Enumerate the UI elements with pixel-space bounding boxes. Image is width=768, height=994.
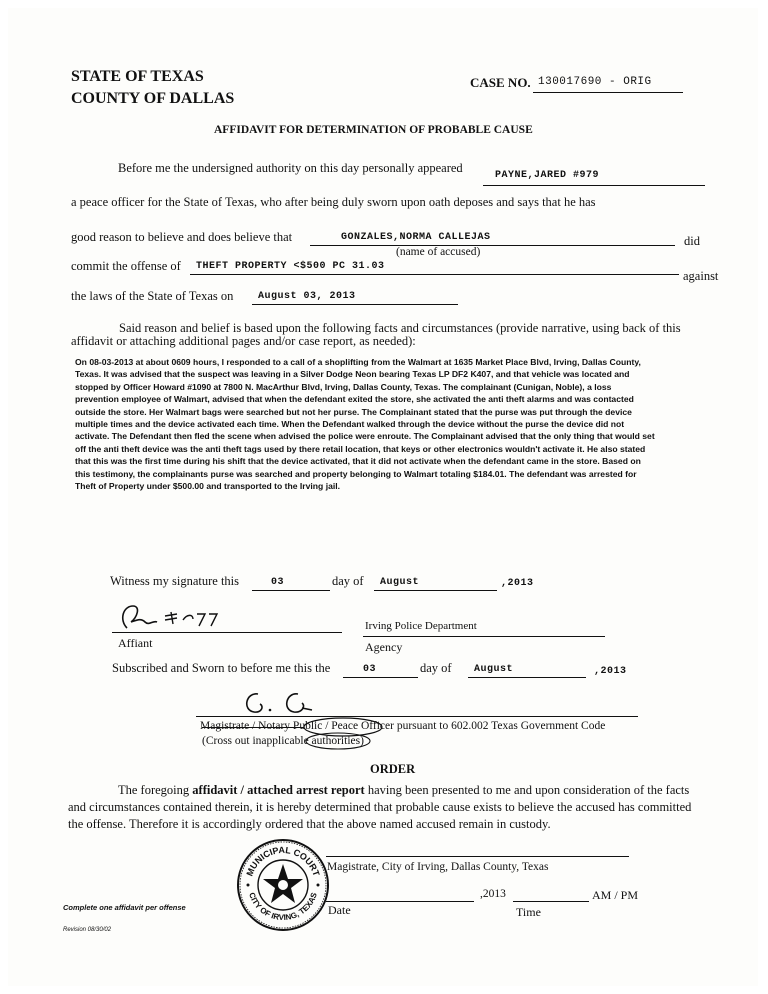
witness-day: 03 bbox=[271, 577, 285, 588]
witness-day-line bbox=[252, 590, 330, 591]
magistrate-caption: (Cross out inapplicable authorities) bbox=[202, 735, 364, 747]
authorities-circle bbox=[304, 730, 372, 752]
intro-line-2: a peace officer for the State of Texas, who after being duly sworn upon oath deposes and says that he has bbox=[71, 195, 596, 209]
sworn-day-line bbox=[343, 677, 418, 678]
agency-value: Irving Police Department bbox=[365, 620, 477, 632]
order-text-start: The foregoing bbox=[118, 783, 193, 797]
strike-magistrate-notary bbox=[202, 727, 304, 728]
against-label: against bbox=[683, 269, 719, 283]
witness-month-line bbox=[374, 590, 497, 591]
municipal-court-seal bbox=[236, 838, 330, 932]
footer-note: Complete one affidavit per offense bbox=[63, 903, 186, 912]
magistrate-signature-line bbox=[196, 716, 638, 717]
offense-value: THEFT PROPERTY <$500 PC 31.03 bbox=[196, 261, 385, 272]
seal-bottom-text: CITY OF IRVING, TEXAS bbox=[247, 891, 319, 923]
intro-line-4: commit the offense of bbox=[71, 259, 181, 273]
offense-date: August 03, 2013 bbox=[258, 291, 356, 302]
magistrate-city-line bbox=[326, 856, 629, 857]
witness-year: ,2013 bbox=[501, 578, 534, 589]
sworn-label: Subscribed and Sworn to before me this the bbox=[112, 661, 331, 675]
did-label: did bbox=[684, 234, 700, 248]
sworn-month-line bbox=[468, 677, 586, 678]
order-text-bold: affidavit / attached arrest report bbox=[192, 783, 365, 797]
date-line bbox=[326, 901, 474, 902]
date-label: Date bbox=[328, 903, 351, 917]
officer-name: PAYNE,JARED #979 bbox=[495, 170, 600, 181]
witness-month: August bbox=[380, 577, 420, 588]
officer-line bbox=[483, 185, 705, 186]
case-number-value: 130017690 - ORIG bbox=[538, 76, 652, 88]
witness-day-of: day of bbox=[332, 574, 364, 588]
time-line bbox=[513, 901, 589, 902]
order-text-rest: having been presented to me and upon consideration of the facts and circumstances contained therein, it is hereby determined that probable cause exists to believe the accused has committed the offense. Therefore it is accordingly ordered that the above named accused remain in custody. bbox=[68, 783, 692, 831]
ampm-label: AM / PM bbox=[592, 888, 639, 902]
accused-name: GONZALES,NORMA CALLEJAS bbox=[341, 232, 491, 243]
accused-line bbox=[310, 245, 675, 246]
narrative-text: On 08-03-2013 at about 0609 hours, I responded to a call of a shoplifting from the Walmart at 1635 Market Place Blvd, Irving, Dallas County, Texas. It was advised that the suspect was leaving in a Silver Dodge Neon bearing Texas LP DF2 K407, and that vehicle was located and stopped by Officer Howard #1090 at 7800 N. MacArthur Blvd, Irving, Dallas County, Texas. The complainant (Cunigan, Noble), a loss prevention employee of Walmart, advised that when the defendant exited the store, she activated the anti theft alarms and was contacted outside the store. Her Walmart bags were searched but not her purse. The Complainant stated that the purse was put through the device multiple times and the device activated each time. When the Defendant walked through the device without the purse the device did not activate. The Defendant then fled the scene when advised the police were enroute. The Complainant advised that the only thing that would set off the anti theft device was the anti theft tags used by there retail location, that keys or other electronics wouldn't activate it. He also stated that this was the first time during his shift that the device activated, that it did not activate when the defendant came in the store. Based on this testimony, the complainants purse was searched and property belonging to Walmart totaling $184.01. The defendant was arrested for Theft of Property under $500.00 and transported to the Irving jail. bbox=[75, 357, 655, 492]
affiant-line bbox=[112, 632, 342, 633]
affiant-label: Affiant bbox=[118, 636, 153, 650]
accused-caption: (name of accused) bbox=[396, 246, 481, 258]
agency-label: Agency bbox=[365, 640, 403, 654]
magistrate-title-line: Magistrate / Notary Public / Peace Officer pursuant to 602.002 Texas Government Code bbox=[200, 720, 606, 732]
sworn-year: ,2013 bbox=[594, 666, 627, 677]
time-label: Time bbox=[516, 905, 541, 919]
sworn-day-of: day of bbox=[420, 661, 452, 675]
intro-line-5: the laws of the State of Texas on bbox=[71, 289, 234, 303]
witness-label: Witness my signature this bbox=[110, 574, 239, 588]
intro-line-1: Before me the undersigned authority on this day personally appeared bbox=[118, 161, 463, 175]
order-heading: ORDER bbox=[370, 762, 416, 776]
state-heading: STATE OF TEXAS bbox=[71, 68, 204, 85]
seal-top-text: MUNICIPAL COURT bbox=[244, 844, 322, 878]
offense-date-line bbox=[252, 304, 458, 305]
sworn-day: 03 bbox=[363, 664, 377, 675]
case-number-label: CASE NO. bbox=[470, 75, 531, 90]
case-number-line bbox=[533, 92, 683, 93]
agency-line bbox=[363, 636, 605, 637]
revision-note: Revision 08/30/02 bbox=[63, 927, 112, 933]
affiant-signature-drawing bbox=[113, 600, 243, 634]
county-heading: COUNTY OF DALLAS bbox=[71, 90, 235, 107]
document-title: AFFIDAVIT FOR DETERMINATION OF PROBABLE CAUSE bbox=[214, 124, 533, 136]
affidavit-page bbox=[8, 8, 758, 986]
svg-text:CITY OF IRVING, TEXAS bbox=[247, 891, 319, 922]
footer-year: ,2013 bbox=[480, 888, 506, 900]
order-paragraph bbox=[68, 782, 698, 833]
offense-line bbox=[190, 274, 679, 275]
intro-line-3: good reason to believe and does believe that bbox=[71, 230, 293, 244]
reason-intro: Said reason and belief is based upon the following facts and circumstances (provide narrative, using back of this affidavit or attaching additional pages and/or case report, as needed): bbox=[71, 321, 681, 348]
magistrate-city-label: Magistrate, City of Irving, Dallas County, Texas bbox=[327, 861, 549, 873]
magistrate-signature-drawing bbox=[236, 688, 326, 718]
sworn-month: August bbox=[474, 664, 514, 675]
